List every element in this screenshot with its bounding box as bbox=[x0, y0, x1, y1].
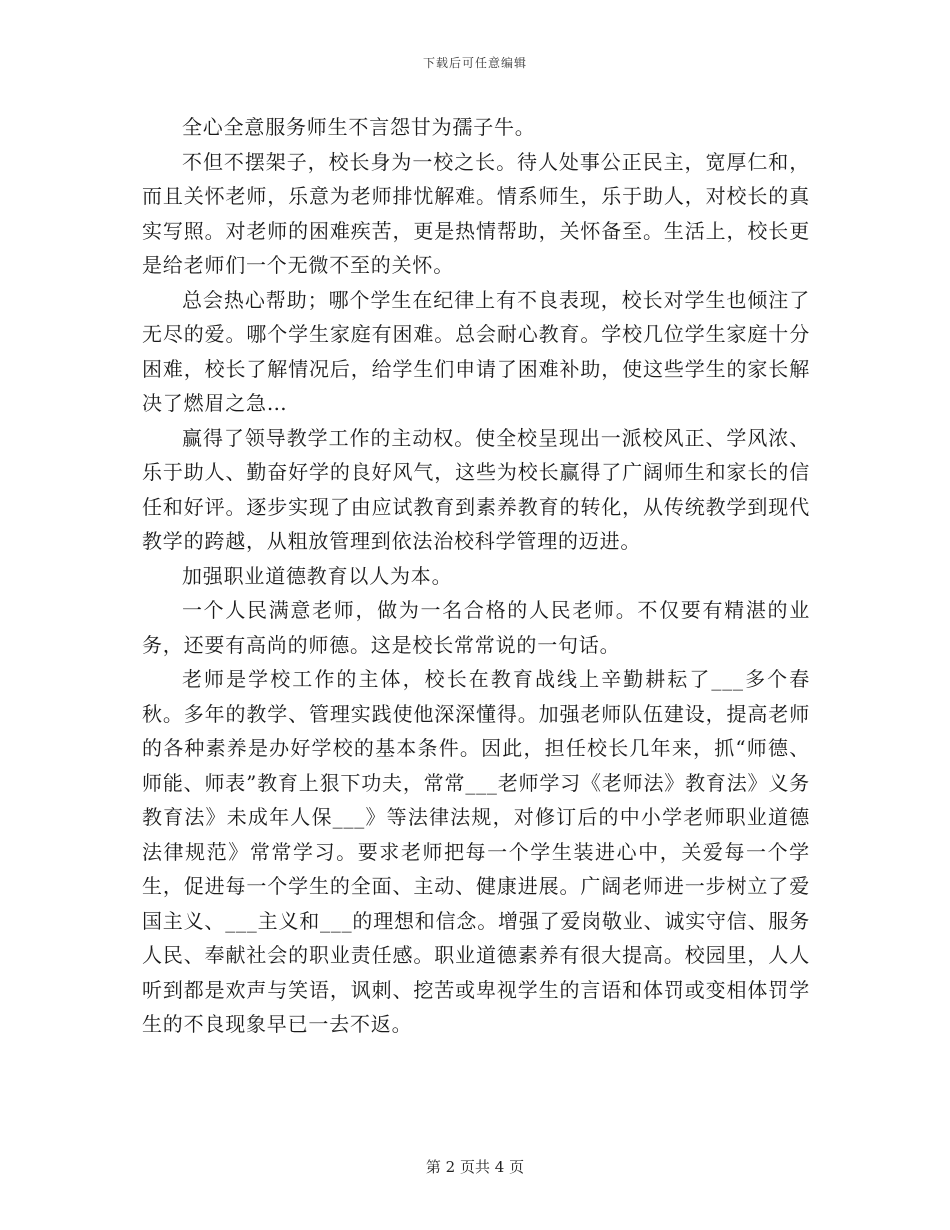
page-number: 第 2 页共 4 页 bbox=[425, 1158, 525, 1176]
paragraph: 不但不摆架子，校长身为一校之长。待人处事公正民主，宽厚仁和，而且关怀老师，乐意为老师排忧解难。情系师生，乐于助人，对校长的真实写照。对老师的困难疾苦，更是热情帮助，关怀备至。生活上，校长更是给老师们一个无微不至的关怀。 bbox=[142, 149, 810, 277]
paragraph: 赢得了领导教学工作的主动权。使全校呈现出一派校风正、学风浓、乐于助人、勤奋好学的良好风气，这些为校长赢得了广阔师生和家长的信任和好评。逐步实现了由应试教育到素养教育的转化，从传统教学到现代教学的跨越，从粗放管理到依法治校科学管理的迈进。 bbox=[142, 425, 810, 553]
paragraph: 总会热心帮助；哪个学生在纪律上有不良表现，校长对学生也倾注了无尽的爱。哪个学生家庭有困难。总会耐心教育。学校几位学生家庭十分困难，校长了解情况后，给学生们申请了困难补助，使这些学生的家长解决了燃眉之急… bbox=[142, 287, 810, 415]
page-header-note: 下载后可任意编辑 bbox=[422, 56, 527, 70]
paragraph: 加强职业道德教育以人为本。 bbox=[182, 563, 453, 588]
paragraph: 全心全意服务师生不言怨甘为孺子牛。 bbox=[182, 115, 536, 139]
document-body bbox=[142, 110, 810, 1042]
paragraph: 一个人民满意老师，做为一名合格的人民老师。不仅要有精湛的业务，还要有高尚的师德。这是校长常常说的一句话。 bbox=[142, 598, 810, 657]
paragraph: 老师是学校工作的主体，校长在教育战线上辛勤耕耘了___多个春秋。多年的教学、管理实践使他深深懂得。加强老师队伍建设，提高老师的各种素养是办好学校的基本条件。因此，担任校长几年来，抓“师德、师能、师表”教育上狠下功夫，常常___老师学习《老师法》教育法》义务教育法》未成年人保___》等法律法规，对修订后的中小学老师职业道德法律规范》常常学习。要求老师把每一个学生装进心中，关爱每一个学生，促进每一个学生的全面、主动、健康进展。广阔老师进一步树立了爱国主义、___主义和___的理想和信念。增强了爱岗敬业、诚实守信、服务人民、奉献社会的职业责任感。职业道德素养有很大提高。校园里，人人听到都是欢声与笑语，讽刺、挖苦或卑视学生的言语和体罚或变相体罚学生的不良现象早已一去不返。 bbox=[142, 667, 810, 1036]
